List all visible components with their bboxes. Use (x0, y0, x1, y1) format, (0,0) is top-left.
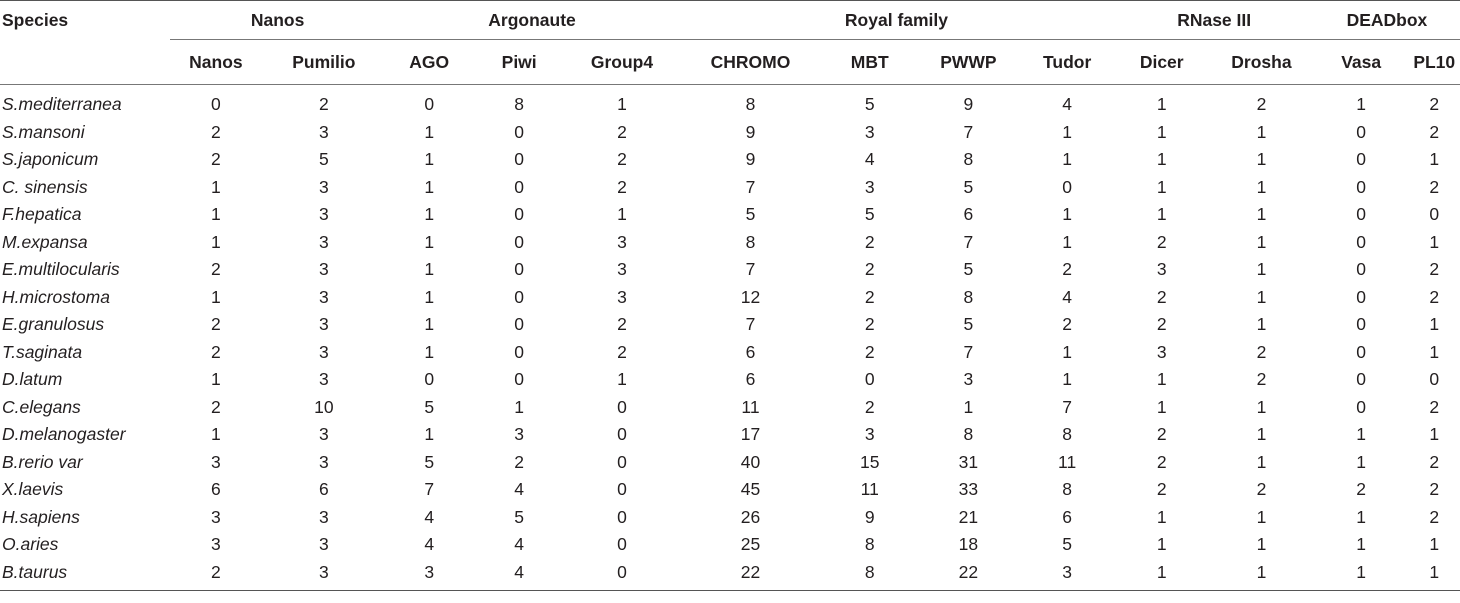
count-cell: 0 (617, 506, 627, 527)
count-cell: 1 (211, 369, 221, 390)
count-cell: 1 (424, 176, 435, 197)
count-cell: 3 (617, 286, 627, 307)
count-cell: 2 (617, 341, 627, 362)
count-cell: 0 (617, 424, 627, 445)
count-cell: 1 (1156, 204, 1167, 225)
count-cell: 3 (211, 506, 221, 527)
count-cell: 7 (745, 314, 756, 335)
count-cell: 6 (1062, 506, 1072, 527)
count-cell: 12 (740, 286, 761, 307)
count-cell: 0 (514, 341, 525, 362)
count-cell: 9 (864, 506, 875, 527)
count-cell: 1 (1429, 534, 1440, 555)
count-cell: 3 (262, 559, 385, 591)
table-row (0, 476, 1460, 504)
species-name: B.taurus (0, 559, 170, 591)
column-header-row (0, 40, 1460, 85)
count-cell: 9 (745, 149, 756, 170)
count-cell: 2 (1429, 479, 1440, 500)
count-cell: 3 (318, 506, 329, 527)
count-cell: 1 (424, 286, 435, 307)
column-header: Drosha (1209, 40, 1314, 85)
count-cell: 3 (318, 314, 329, 335)
count-cell: 0 (1356, 341, 1367, 362)
count-cell: 0 (1356, 149, 1367, 170)
count-cell: 10 (314, 396, 334, 417)
species-name: H.microstoma (2, 286, 110, 307)
table-row (0, 504, 1460, 532)
count-cell: 1 (1256, 424, 1267, 445)
column-header: Pumilio (262, 40, 385, 85)
count-cell: 6 (745, 341, 756, 362)
count-cell: 2 (1429, 286, 1440, 307)
column-header: AGO (386, 40, 473, 85)
count-cell: 11 (741, 396, 760, 417)
column-header: Dicer (1114, 40, 1209, 85)
count-cell: 1 (1256, 534, 1267, 555)
count-cell: 3 (617, 231, 627, 252)
count-cell: 8 (963, 286, 974, 307)
count-cell: 2 (211, 396, 221, 417)
count-cell: 0 (617, 396, 627, 417)
count-cell: 1 (1256, 231, 1267, 252)
count-cell: 2 (1429, 121, 1440, 142)
count-cell: 2 (1156, 231, 1167, 252)
count-cell: 17 (740, 424, 761, 445)
count-cell: 1 (1062, 341, 1072, 362)
count-cell: 0 (424, 369, 435, 390)
table-row (0, 201, 1460, 229)
species-name: X.laevis (2, 479, 64, 500)
count-cell: 40 (740, 451, 761, 472)
count-cell: 1 (1062, 149, 1072, 170)
count-cell: 22 (917, 559, 1020, 591)
count-cell: 0 (617, 479, 627, 500)
count-cell: 1 (1429, 314, 1440, 335)
table-row (0, 229, 1460, 257)
species-name: T.saginata (2, 341, 83, 362)
count-cell: 8 (1062, 479, 1072, 500)
count-cell: 2 (211, 341, 221, 362)
count-cell: 1 (211, 424, 221, 445)
count-cell: 5 (514, 506, 525, 527)
count-cell: 5 (1062, 534, 1072, 555)
count-cell: 22 (679, 559, 823, 591)
count-cell: 4 (1062, 94, 1072, 115)
count-cell: 0 (1356, 314, 1367, 335)
count-cell: 6 (211, 479, 221, 500)
count-cell: 8 (822, 559, 917, 591)
count-cell: 1 (211, 231, 221, 252)
count-cell: 4 (1062, 286, 1072, 307)
count-cell: 3 (318, 451, 329, 472)
count-cell: 3 (864, 424, 875, 445)
count-cell: 1 (1062, 369, 1072, 390)
count-cell: 2 (211, 259, 221, 280)
count-cell: 5 (963, 314, 974, 335)
count-cell: 1 (1356, 94, 1367, 115)
count-cell: 1 (617, 369, 627, 390)
column-header: PL10 (1408, 40, 1460, 85)
species-name: O.aries (2, 534, 59, 555)
species-name: B.rerio var (2, 451, 83, 472)
count-cell: 1 (1256, 259, 1267, 280)
species-name: C.elegans (2, 396, 81, 417)
count-cell: 1 (1062, 231, 1072, 252)
count-cell: 3 (318, 286, 329, 307)
count-cell: 3 (1156, 259, 1167, 280)
count-cell: 1 (1429, 341, 1440, 362)
count-cell: 2 (211, 149, 221, 170)
count-cell: 2 (1156, 314, 1167, 335)
count-cell: 2 (318, 94, 329, 115)
count-cell: 2 (1256, 479, 1267, 500)
count-cell: 6 (745, 369, 756, 390)
column-header: PWWP (917, 40, 1020, 85)
count-cell: 0 (617, 451, 627, 472)
species-name: E.multilocularis (2, 259, 120, 280)
count-cell: 8 (864, 534, 875, 555)
count-cell: 2 (1156, 286, 1167, 307)
count-cell: 1 (1356, 424, 1367, 445)
count-cell: 3 (864, 176, 875, 197)
count-cell: 3 (1020, 559, 1115, 591)
count-cell: 3 (211, 451, 221, 472)
count-cell: 0 (424, 94, 435, 115)
count-cell: 2 (1429, 259, 1440, 280)
count-cell: 1 (1256, 176, 1267, 197)
count-cell: 8 (1062, 424, 1072, 445)
count-cell: 8 (745, 231, 756, 252)
count-cell: 3 (318, 259, 329, 280)
count-cell: 7 (745, 176, 756, 197)
count-cell: 0 (1062, 176, 1072, 197)
count-cell: 8 (963, 149, 974, 170)
count-cell: 4 (864, 149, 875, 170)
table-row (0, 531, 1460, 559)
count-cell: 7 (963, 341, 974, 362)
count-cell: 3 (963, 369, 974, 390)
count-cell: 1 (1314, 559, 1409, 591)
count-cell: 0 (514, 204, 525, 225)
count-cell: 2 (1429, 396, 1440, 417)
count-cell: 2 (617, 176, 627, 197)
count-cell: 3 (318, 121, 329, 142)
count-cell: 1 (1156, 176, 1167, 197)
count-cell: 2 (864, 231, 875, 252)
count-cell: 2 (211, 121, 221, 142)
count-cell: 4 (514, 534, 525, 555)
count-cell: 1 (424, 204, 435, 225)
count-cell: 0 (1356, 204, 1367, 225)
count-cell: 1 (1156, 534, 1167, 555)
count-cell: 8 (514, 94, 525, 115)
count-cell: 1 (1209, 559, 1314, 591)
count-cell: 3 (318, 424, 329, 445)
count-cell: 7 (1062, 396, 1072, 417)
count-cell: 5 (963, 176, 974, 197)
count-cell: 0 (1356, 396, 1367, 417)
count-cell: 2 (1156, 424, 1167, 445)
table-row (0, 146, 1460, 174)
count-cell: 1 (1156, 369, 1167, 390)
count-cell: 2 (617, 149, 627, 170)
column-header: CHROMO (679, 40, 823, 85)
table-row (0, 85, 1460, 119)
count-cell: 1 (1114, 559, 1209, 591)
count-cell: 3 (318, 369, 329, 390)
group-header-deadbox: DEADbox (1314, 1, 1460, 40)
count-cell: 1 (424, 149, 435, 170)
count-cell: 5 (424, 396, 435, 417)
species-name: F.hepatica (2, 204, 82, 225)
column-header-blank (0, 40, 170, 85)
table-row (0, 256, 1460, 284)
count-cell: 1 (1256, 286, 1267, 307)
table-row (0, 311, 1460, 339)
count-cell: 0 (514, 149, 525, 170)
count-cell: 2 (617, 314, 627, 335)
count-cell: 4 (424, 506, 435, 527)
count-cell: 1 (211, 176, 221, 197)
count-cell: 0 (514, 286, 525, 307)
count-cell: 11 (1058, 451, 1077, 472)
count-cell: 3 (318, 231, 329, 252)
group-header-argonaute: Argonaute (386, 1, 679, 40)
count-cell: 2 (864, 314, 875, 335)
species-name: D.melanogaster (2, 424, 126, 445)
group-header-row (0, 1, 1460, 40)
count-cell: 1 (424, 424, 435, 445)
count-cell: 3 (617, 259, 627, 280)
count-cell: 2 (1256, 369, 1267, 390)
count-cell: 25 (740, 534, 761, 555)
column-header: Tudor (1020, 40, 1115, 85)
count-cell: 26 (740, 506, 761, 527)
count-cell: 3 (211, 534, 221, 555)
count-cell: 0 (514, 121, 525, 142)
group-header-royal-family: Royal family (679, 1, 1115, 40)
species-name: E.granulosus (2, 314, 105, 335)
count-cell: 3 (864, 121, 875, 142)
count-cell: 1 (211, 204, 221, 225)
species-name: C. sinensis (2, 176, 88, 197)
count-cell: 1 (1062, 121, 1072, 142)
group-header-nanos: Nanos (170, 1, 386, 40)
count-cell: 2 (1156, 479, 1167, 500)
count-cell: 2 (1156, 451, 1167, 472)
count-cell: 1 (424, 231, 435, 252)
count-cell: 3 (514, 424, 525, 445)
count-cell: 3 (1156, 341, 1167, 362)
count-cell: 0 (514, 369, 525, 390)
count-cell: 1 (424, 341, 435, 362)
count-cell: 5 (864, 204, 875, 225)
count-cell: 1 (424, 121, 435, 142)
count-cell: 0 (1356, 259, 1367, 280)
count-cell: 1 (1429, 231, 1440, 252)
table-body (0, 85, 1460, 591)
table-row (0, 559, 1460, 591)
count-cell: 0 (1429, 204, 1440, 225)
count-cell: 45 (740, 479, 761, 500)
table-row (0, 174, 1460, 202)
count-cell: 2 (1062, 314, 1072, 335)
count-cell: 6 (318, 479, 329, 500)
count-cell: 0 (1356, 286, 1367, 307)
count-cell: 1 (1256, 314, 1267, 335)
count-cell: 0 (1356, 121, 1367, 142)
count-cell: 15 (859, 451, 880, 472)
count-cell: 3 (386, 559, 473, 591)
count-cell: 1 (1156, 396, 1167, 417)
table-row (0, 339, 1460, 367)
count-cell: 8 (745, 94, 756, 115)
count-cell: 5 (963, 259, 974, 280)
column-header: Group4 (565, 40, 678, 85)
count-cell: 3 (318, 176, 329, 197)
count-cell: 2 (1256, 341, 1267, 362)
count-cell: 0 (617, 534, 627, 555)
count-cell: 1 (1256, 121, 1267, 142)
count-cell: 31 (958, 451, 979, 472)
count-cell: 1 (211, 286, 221, 307)
count-cell: 7 (424, 479, 435, 500)
count-cell: 1 (1062, 204, 1072, 225)
count-cell: 3 (318, 341, 329, 362)
count-cell: 6 (963, 204, 974, 225)
count-cell: 5 (424, 451, 435, 472)
count-cell: 1 (1356, 534, 1367, 555)
table-row (0, 119, 1460, 147)
column-header: Nanos (170, 40, 263, 85)
column-header: Piwi (473, 40, 566, 85)
count-cell: 1 (1429, 149, 1440, 170)
count-cell: 5 (864, 94, 875, 115)
count-cell: 5 (745, 204, 756, 225)
count-cell: 2 (211, 314, 221, 335)
species-name: D.latum (2, 369, 63, 390)
count-cell: 2 (864, 286, 875, 307)
count-cell: 0 (864, 369, 875, 390)
table-row (0, 284, 1460, 312)
count-cell: 0 (1356, 231, 1367, 252)
count-cell: 18 (958, 534, 979, 555)
count-cell: 1 (1429, 424, 1440, 445)
count-cell: 2 (1429, 176, 1440, 197)
count-cell: 3 (318, 204, 329, 225)
count-cell: 5 (318, 149, 329, 170)
count-cell: 4 (424, 534, 435, 555)
count-cell: 2 (1356, 479, 1367, 500)
column-header: Vasa (1314, 40, 1409, 85)
count-cell: 1 (1408, 559, 1460, 591)
table-row (0, 394, 1460, 422)
count-cell: 9 (745, 121, 756, 142)
count-cell: 7 (963, 231, 974, 252)
count-cell: 8 (963, 424, 974, 445)
count-cell: 4 (514, 479, 525, 500)
species-header: Species (0, 1, 170, 40)
count-cell: 1 (424, 259, 435, 280)
table-row (0, 366, 1460, 394)
count-cell: 0 (514, 176, 525, 197)
count-cell: 1 (617, 94, 627, 115)
count-cell: 4 (473, 559, 566, 591)
count-cell: 1 (514, 396, 525, 417)
count-cell: 11 (860, 479, 879, 500)
count-cell: 2 (864, 396, 875, 417)
species-name: S.japonicum (2, 149, 99, 170)
count-cell: 2 (170, 559, 263, 591)
count-cell: 1 (1256, 204, 1267, 225)
table-row (0, 421, 1460, 449)
count-cell: 0 (514, 231, 525, 252)
count-cell: 1 (1356, 506, 1367, 527)
count-cell: 1 (1256, 396, 1267, 417)
count-cell: 2 (1429, 506, 1440, 527)
count-cell: 0 (1356, 369, 1367, 390)
count-cell: 1 (1356, 451, 1367, 472)
count-cell: 2 (1062, 259, 1072, 280)
count-cell: 2 (1429, 451, 1440, 472)
count-cell: 7 (745, 259, 756, 280)
count-cell: 0 (1356, 176, 1367, 197)
count-cell: 1 (1156, 149, 1167, 170)
count-cell: 1 (424, 314, 435, 335)
count-cell: 1 (1156, 94, 1167, 115)
count-cell: 1 (1256, 451, 1267, 472)
count-cell: 33 (958, 479, 979, 500)
count-cell: 2 (617, 121, 627, 142)
count-cell: 0 (565, 559, 678, 591)
species-name: S.mansoni (2, 121, 85, 142)
count-cell: 2 (514, 451, 525, 472)
count-cell: 9 (963, 94, 974, 115)
count-cell: 2 (864, 259, 875, 280)
count-cell: 2 (1429, 94, 1440, 115)
count-cell: 2 (1256, 94, 1267, 115)
group-header-rnase-iii: RNase III (1114, 1, 1313, 40)
count-cell: 0 (211, 94, 221, 115)
count-cell: 0 (514, 259, 525, 280)
count-cell: 7 (963, 121, 974, 142)
count-cell: 21 (958, 506, 979, 527)
count-cell: 0 (514, 314, 525, 335)
count-cell: 1 (1156, 121, 1167, 142)
species-name: H.sapiens (2, 506, 80, 527)
count-cell: 1 (617, 204, 627, 225)
count-cell: 0 (1429, 369, 1440, 390)
species-name: S.mediterranea (2, 94, 122, 115)
count-cell: 1 (963, 396, 974, 417)
count-cell: 2 (864, 341, 875, 362)
count-cell: 3 (318, 534, 329, 555)
species-name: M.expansa (2, 231, 88, 252)
count-cell: 1 (1256, 506, 1267, 527)
table-row (0, 449, 1460, 477)
count-cell: 1 (1156, 506, 1167, 527)
column-header: MBT (822, 40, 917, 85)
count-cell: 1 (1256, 149, 1267, 170)
